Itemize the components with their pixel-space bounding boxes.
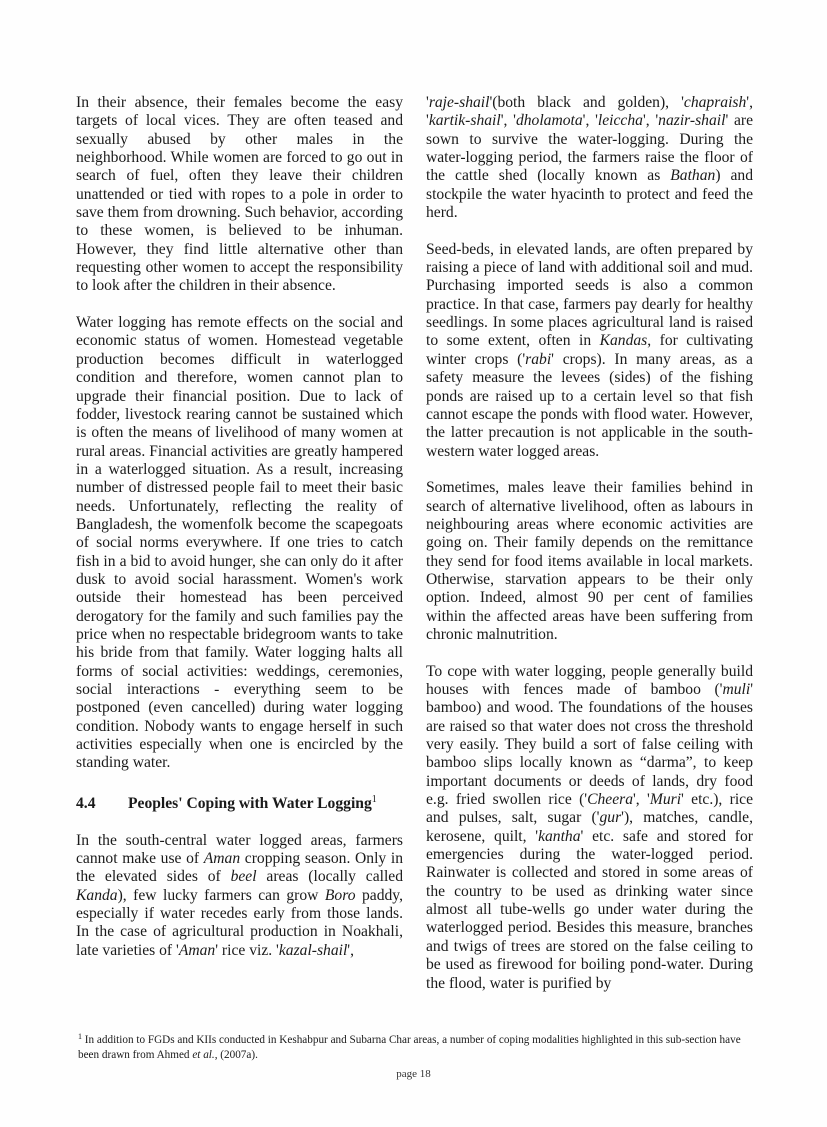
paragraph-housing-coping: To cope with water logging, people generally build houses with fences made of bamboo ('muli' bamboo) and wood. The foundations of the houses are raised so that water does not cross the threshold very easily. They build a sort of false ceiling with bamboo slips locally known as “darma”, to keep important documents or deeds of lands, dry food e.g. fried swollen rice ('Cheera', 'Muri' etc.), rice and pulses, salt, sugar ('gur'), matches, candle, kerosene, quilt, 'kantha' etc. safe and stored for emergencies during the water-logged period. Rainwater is collected and stored in some areas of the country to be used as drinking water since almost all tube-wells go under water during the waterlogged period. Besides this measure, branches and twigs of trees are stored on the false ceiling to be used as firewood for boiling pond-water. During the flood, water is purified by — [426, 662, 754, 992]
footnote: $^1$ In addition to FGDs and KIIs conducted in Keshabpur and Subarna Char areas, a number of coping modalities highlighted in this sub-section have been drawn from Ahmed et al., (2007a). — [78, 1032, 741, 1061]
paragraph-male-migration: Sometimes, males leave their families behind in search of alternative livelihood, often as labours in neighbouring areas where economic activities are going on. Their family depends on the remittance they send for food items available in local markets. Otherwise, starvation appears to be their only option. Indeed, almost 90 per cent of families within the affected areas have been suffering from chronic malnutrition. — [426, 479, 753, 643]
footnote-marker: 1 — [78, 1032, 82, 1041]
page-number: page 18 — [396, 1068, 431, 1080]
paragraph-south-central-farming: In the south-central water logged areas, farmers cannot make use of Aman cropping season. Only in the elevated sides of beel areas (locally called Kanda), few lucky farmers can grow Boro paddy, especially if water recedes early from those lands. In the case of agricultural production in Noakhali, late varieties of 'Aman' rice viz. 'kazal-shail', — [76, 831, 403, 959]
paragraph-seed-beds: Seed-beds, in elevated lands, are often prepared by raising a piece of land with additional soil and mud. Purchasing imported seeds is also a common practice. In that case, farmers pay dearly for healthy seedlings. In some places agricultural land is raised to some extent, often in Kandas, for cultivating winter crops ('rabi' crops). In many areas, as a safety measure the levees (sides) of the fishing ponds are raised up to a certain level so that fish cannot escape the ponds with flood water. However, the latter precaution is not applicable in the south-western water logged areas. — [426, 240, 753, 460]
section-title: Peoples' Coping with Water Logging — [128, 795, 372, 813]
section-number: 4.4 — [76, 795, 96, 813]
paragraph-women-absence: In their absence, their females become the easy targets of local vices. They are often teased and sexually abused by other males in the neighborhood. While women are forced to go out in search of fuel, often they leave their children unattended or tied with ropes to a pole in order to save them from drowning. Such behavior, according to these women, is believed to be inhuman. However, they find little alternative other than requesting other women to accept the responsibility to look after the children in their absence. — [76, 94, 403, 295]
left-column — [76, 94, 403, 960]
right-column — [426, 94, 753, 993]
paragraph-rice-varieties: 'raje-shail'(both black and golden), 'chapraish', 'kartik-shail', 'dholamota', 'leiccha', 'nazir-shail' are sown to survive the water-logging. During the water-logging period, the farmers raise the floor of the cattle shed (locally known as Bathan) and stockpile the water hyacinth to protect and feed the herd. — [426, 94, 754, 222]
paragraph-social-economic-effects: Water logging has remote effects on the social and economic status of women. Homestead vegetable production becomes difficult in waterlogged condition and therefore, women cannot plan to upgrade their financial position. Due to lack of fodder, livestock rearing cannot be sustained which is often the means of livelihood of many women at rural areas. Financial activities are greatly hampered in a waterlogged situation. As a result, increasing number of distressed people fail to meet their basic needs. Unfortunately, reflecting the reality of Bangladesh, the womenfolk become the scapegoats of social norms everywhere. If one tries to catch fish in a bid to avoid hunger, she can only do it after dusk to avoid social harassment. Women's work outside their homestead has been perceived derogatory for the family and such families pay the price when no respectable bridegroom wants to take his bride from that family. Water logging halts all forms of social activities: weddings, ceremonies, social interactions - everything seem to be postponed (even cancelled) during water logging condition. Nobody wants to engage herself in such activities especially when one is encircled by the standing water. — [76, 314, 403, 772]
footnote-reference[interactable]: 1 — [371, 794, 377, 806]
section-heading — [76, 791, 403, 813]
